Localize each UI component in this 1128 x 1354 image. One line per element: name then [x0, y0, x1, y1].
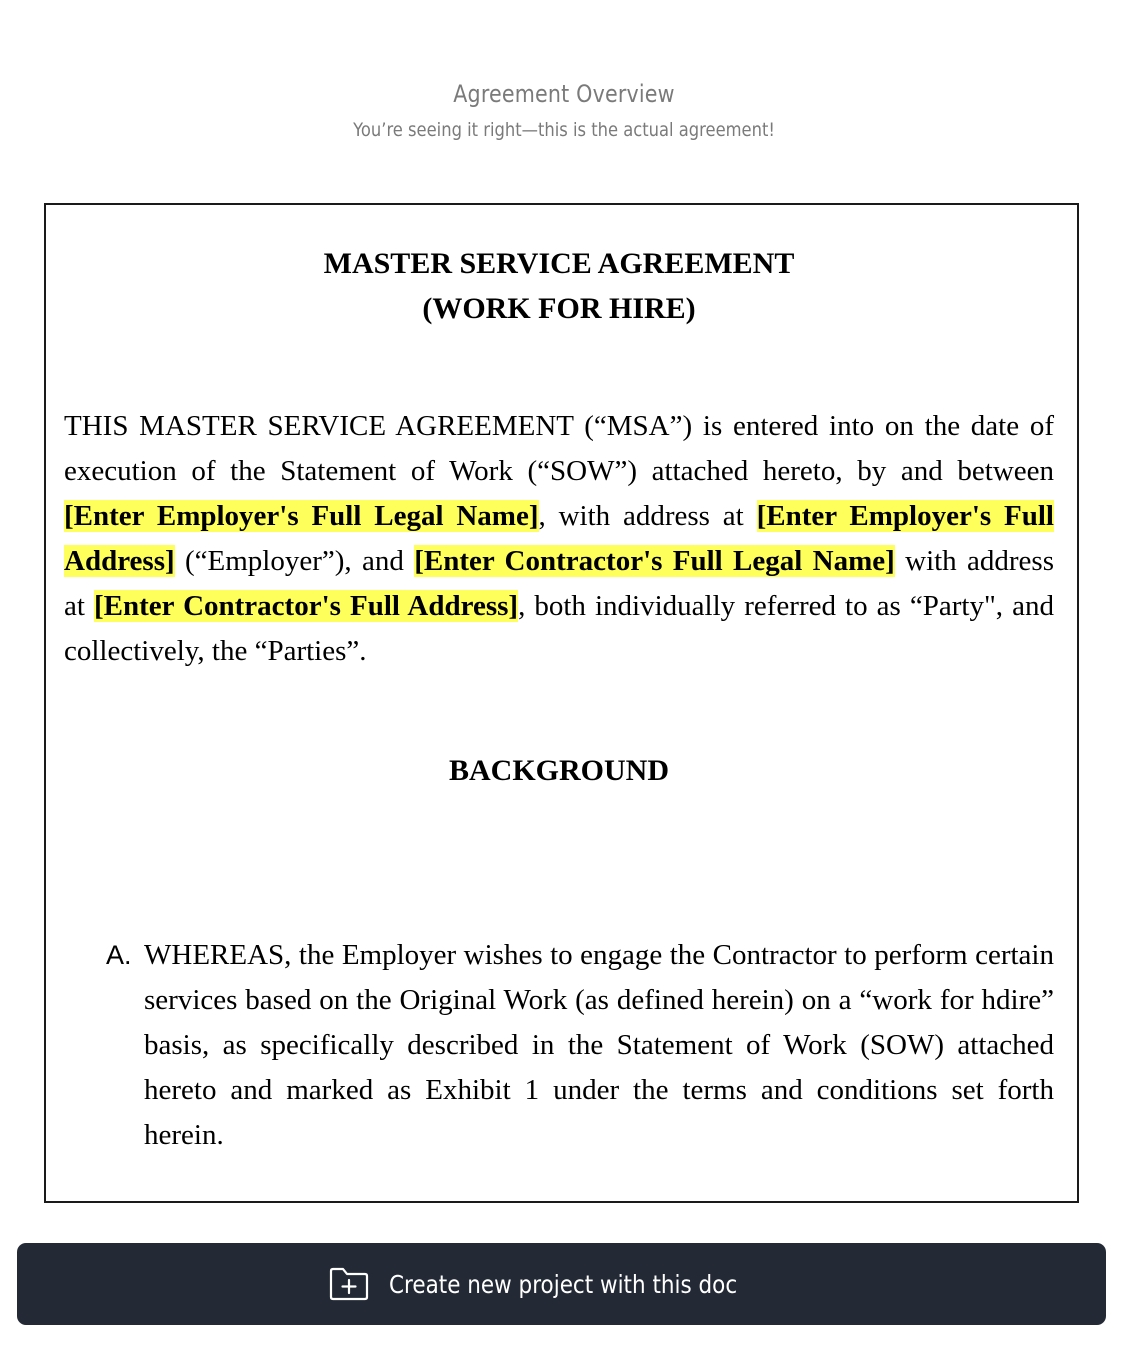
recital-marker: A.	[106, 940, 132, 970]
document-title	[64, 241, 1054, 331]
intro-text-3: (“Employer”), and	[174, 545, 415, 577]
intro-text-1: THIS MASTER SERVICE AGREEMENT (“MSA”) is entered into on the date of execution of the Statement of Work (“SOW”) attached hereto, by and between	[64, 410, 1054, 487]
intro-text-4: with address at	[64, 545, 1054, 622]
intro-paragraph	[64, 404, 1054, 674]
section-heading-background: BACKGROUND	[448, 754, 669, 787]
contractor-address-placeholder: [Enter Contractor's Full Address]	[94, 590, 519, 622]
create-project-label: Create new project with this doc	[389, 1269, 738, 1299]
page-title: Agreement Overview	[453, 80, 675, 108]
page-header	[0, 76, 1128, 144]
contractor-name-placeholder: [Enter Contractor's Full Legal Name]	[414, 545, 895, 577]
agreement-content	[64, 205, 1054, 1158]
intro-text-2: , with address at	[538, 500, 757, 532]
employer-address-placeholder: [Enter Employer's Full Address]	[64, 500, 1054, 577]
agreement-preview[interactable]	[44, 203, 1079, 1203]
recital-item	[64, 933, 1054, 1158]
create-project-button[interactable]	[17, 1243, 1106, 1325]
page-subtitle: You’re seeing it right—this is the actual agreement!	[353, 119, 775, 141]
employer-name-placeholder: [Enter Employer's Full Legal Name]	[64, 500, 539, 532]
recital-text: WHEREAS, the Employer wishes to engage the Contractor to perform certain services based on the Original Work (as defined herein) on a “work for hdire” basis, as specifically described in the Statement of Work (SOW) attached hereto and marked as Exhibit 1 under the terms and conditions set forth herein.	[144, 939, 1054, 1151]
document-title-line-2: (WORK FOR HIRE)	[422, 292, 696, 325]
folder-plus-icon	[329, 1267, 369, 1301]
intro-text-5: , both individually referred to as “Party", and collectively, the “Parties”.	[64, 590, 1054, 667]
document-title-line-1: MASTER SERVICE AGREEMENT	[323, 247, 795, 280]
